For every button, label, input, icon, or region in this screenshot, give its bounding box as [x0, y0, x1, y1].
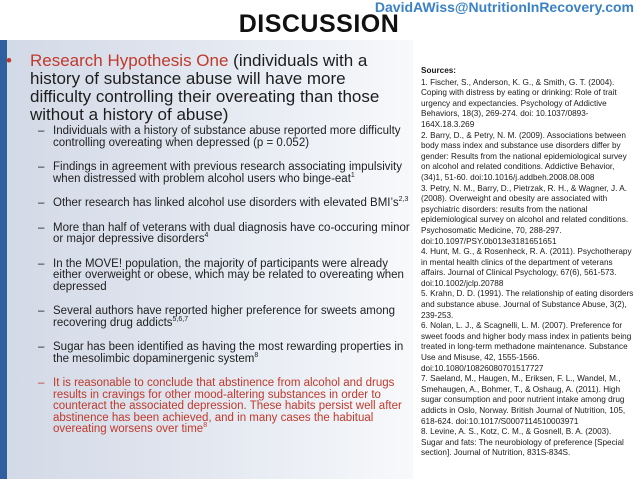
sub-bullet: – Individuals with a history of substance abuse reported more difficulty controlling overeating when depressed (p = 0.052): [38, 125, 401, 149]
main-bullet-body: (individuals with a history of substance abuse will have more difficulty controlling their overeating than those without a history of abuse): [30, 51, 380, 124]
reference-item: 3. Petry, N. M., Barry, D., Pietrzak, R. H., & Wagner, J. A. (2008). Overweight and obesity are associated with psychiatric disorders: results from the national epidemiological survey on alcohol and related conditions. Psychosomatic Medicine, 70, 288-297. doi:10.1097/PSY.0b013e3181651651: [421, 183, 629, 246]
sub-bullet-text: Sugar has been identified as having the most rewarding properties in the mesolimbic dopaminergenic system: [53, 341, 404, 365]
sub-bullet: – More than half of veterans with dual diagnosis have co-occuring minor or major depressive disorders$^4$: [38, 221, 410, 245]
watermark-email: DavidAWiss@NutritionInRecovery.com: [374, 0, 634, 15]
citation: 8: [203, 422, 208, 430]
sources-panel: [421, 66, 635, 459]
sub-bullet-text: More than half of veterans with dual diagnosis have co-occuring minor or major depressive disorders: [53, 221, 410, 245]
sub-bullet-text: Other research has linked alcohol use disorders with elevated BMI’s: [53, 197, 399, 209]
reference-item: 5. Krahn, D. D. (1991). The relationship of eating disorders and substance abuse. Journal of Substance Abuse, 3(2), 239-253.: [421, 289, 634, 320]
reference-item: 7. Saeland, M., Haugen, M., Eriksen, F. L., Wandel, M., Smehaugen, A., Bohmer, T., & Oshaug, A. (2011). High sugar consumption and poor nutrient intake among drug addicts in Oslo, Norway. British Journal of Nutrition, 105, 618-624. doi:10.1017/S0007114510003971: [421, 374, 626, 426]
reference-item: 6. Nolan, L. J., & Scagnelli, L. M. (2007). Preference for sweet foods and higher body mass index in patients being treated in long-term methadone maintenance. Substance Use and Misuse, 42, 1555-1566. doi:10.1080/10826080701517727: [421, 321, 632, 373]
bullet-marker: •: [6, 51, 12, 70]
citation: 4: [204, 232, 209, 240]
citation: 2,3: [398, 196, 409, 204]
reference-item: 1. Fischer, S., Anderson, K. G., & Smith, G. T. (2004). Coping with distress by eating or drinking: Role of trait urgency and expectancies. Psychology of Addictive Behaviors, 18(3), 269-274. doi: 10.1037/0893-164X.18.3.269: [421, 77, 617, 129]
reference-item: 8. Levine, A. S., Kotz, C. M., & Gosnell, B. A. (2003). Sugar and fats: The neurobiology of preference [Special section]. Journal of Nutrition, 831S-834S.: [421, 427, 624, 458]
sub-bullet-text: Individuals with a history of substance abuse reported more difficulty controlling overeating when depressed (p = 0.052): [53, 125, 401, 149]
sub-bullet-text: Several authors have reported higher preference for sweets among recovering drug addicts: [53, 305, 396, 329]
sub-bullet-text: In the MOVE! population, the majority of participants were already either overweight or obese, which may be related to overeating when depressed: [53, 257, 404, 293]
reference-item: 4. Hunt, M. G., & Rosenheck, R. A. (2011). Psychotherapy in mental health clinics of the department of veterans affairs. Journal of Clinical Psychology, 67(6), 561-573. doi:10.1002/jclp.20788: [421, 247, 632, 288]
main-bullet-highlight: Research Hypothesis One: [30, 51, 229, 70]
sub-bullet: – Several authors have reported higher preference for sweets among recovering drug addicts$^{5,6,7}$: [38, 305, 396, 329]
reference-item: 2. Barry, D., & Petry, N. M. (2009). Associations between body mass index and substance use disorders differ by gender: Results from the national epidemiological survey on alcohol and related conditions. Addictive Behavior, (34)1, 51-60. doi:10.1016/j.addbeh.2008.08.008: [421, 130, 627, 182]
sub-bullet-text: Findings in agreement with previous research associating impulsivity when distressed with problem alcohol users who binge-eat: [53, 161, 402, 185]
citation: 1: [350, 171, 355, 179]
sources-heading: Sources:: [421, 66, 457, 75]
citation: 5,6,7: [172, 315, 189, 323]
sub-bullet: – Findings in agreement with previous research associating impulsivity when distressed with problem alcohol users who binge-eat$^1$: [38, 161, 402, 185]
sub-bullet-text: It is reasonable to conclude that abstinence from alcohol and drugs results in cravings for other mood-altering substances in order to counteract the associated depression. These habits persist well after abstinence has been achieved, and in many cases the habitual overeating worsens over time: [53, 377, 402, 435]
main-bullet-text: [6, 52, 411, 124]
citation: 8: [254, 351, 259, 359]
sub-bullet: – Sugar has been identified as having the most rewarding properties in the mesolimbic dopaminergenic system$^8$: [38, 341, 404, 365]
slide-title: DISCUSSION: [238, 10, 400, 38]
sub-bullet-list: [38, 126, 412, 449]
sub-bullet: – Other research has linked alcohol use disorders with elevated $BMI’s^{2,3}$: [38, 196, 409, 209]
sub-bullet: – In the MOVE! population, the majority of participants were already either overweight or obese, which may be related to overeating when depressed: [38, 257, 404, 293]
main-bullet: [6, 52, 411, 124]
sub-bullet-conclusion: – It is reasonable to conclude that abstinence from alcohol and drugs results in cravings for other mood-altering substances in order to counteract the associated depression. These habits persist well after abstinence has been achieved, and in many cases the habitual overeating worsens over time$^8$: [38, 377, 402, 435]
